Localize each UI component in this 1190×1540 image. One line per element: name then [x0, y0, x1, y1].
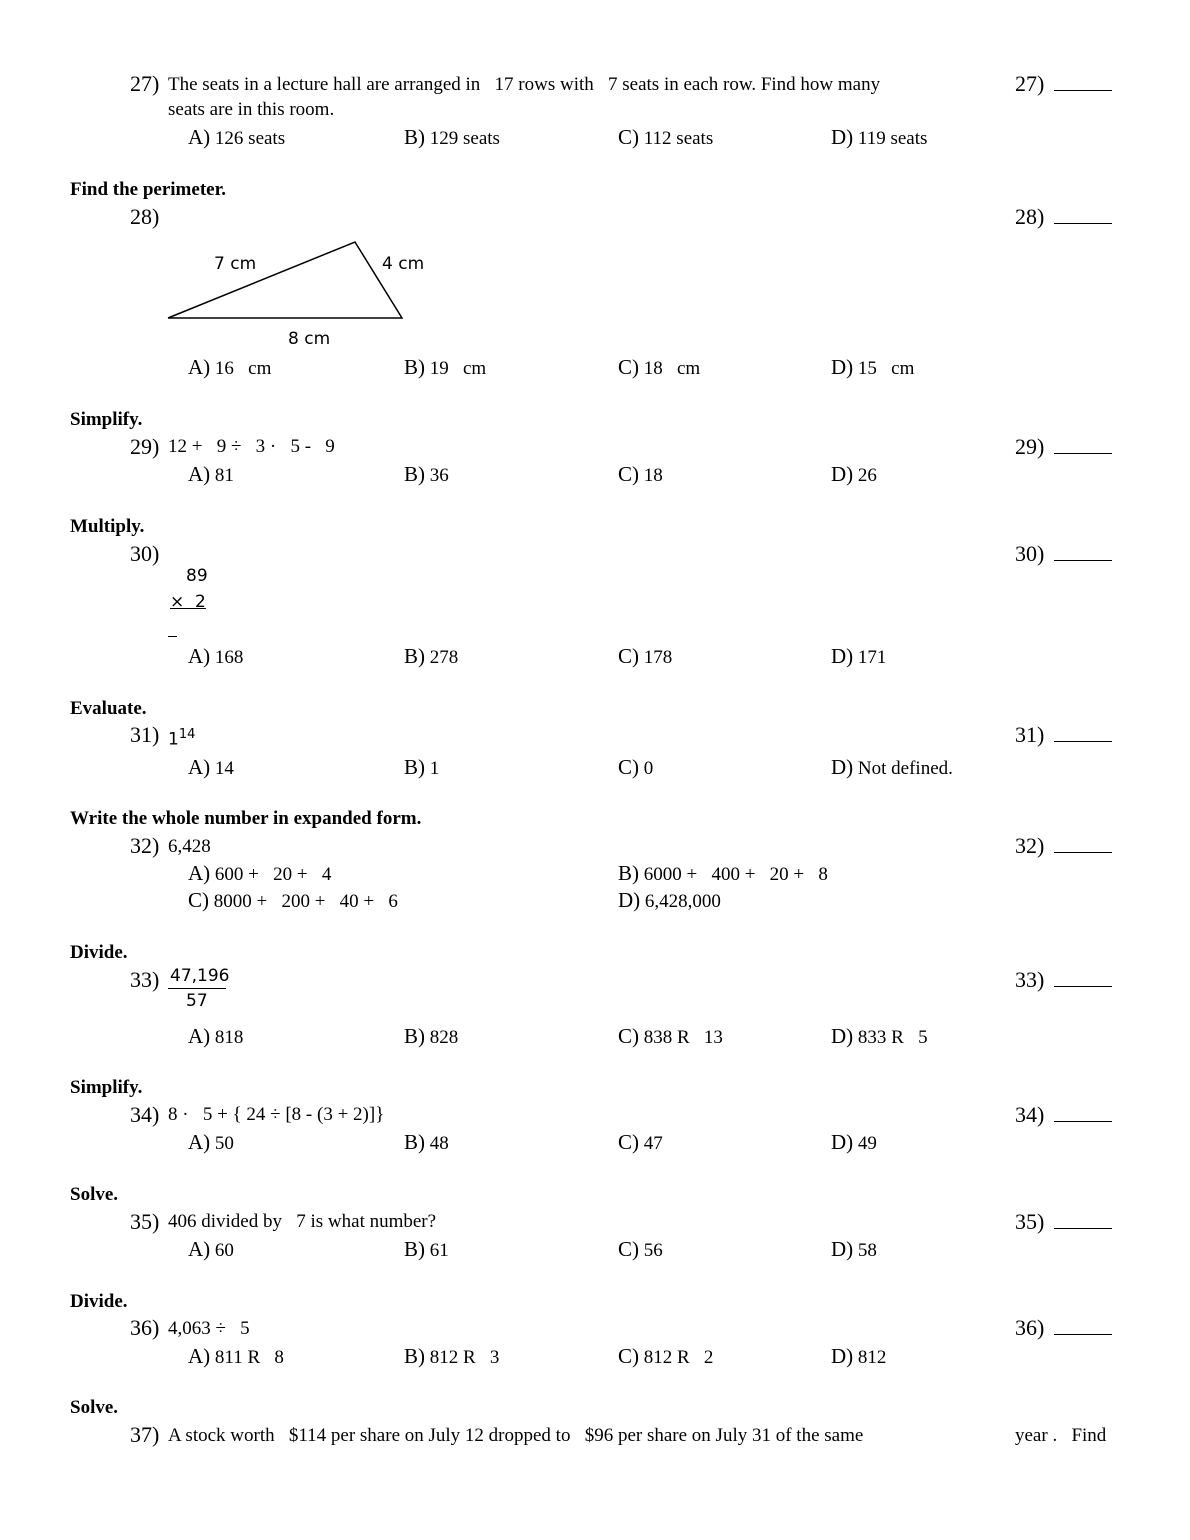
section-heading: Multiply. [70, 516, 145, 537]
option-d[interactable]: D) 26 [831, 462, 877, 486]
question-text: 406 divided by 7 is what number? [168, 1211, 437, 1232]
question-text: seats are in this room. [168, 99, 335, 120]
question-text: 6,428 [168, 836, 211, 857]
question-number: 30) [130, 541, 160, 566]
side-label-base: 8 cm [288, 329, 331, 349]
option-c[interactable]: C) 838 R 13 [618, 1024, 723, 1048]
question-text: A stock worth $114 per share on July 12 dropped to $96 per share on July 31 of the same [168, 1425, 864, 1446]
option-b[interactable]: B) 129 seats [404, 125, 500, 149]
answer-blank[interactable]: 33) [1015, 968, 1112, 992]
question-number: 34) [130, 1102, 160, 1127]
option-d[interactable]: D) 171 [831, 644, 887, 668]
option-c[interactable]: C) 812 R 2 [618, 1344, 714, 1368]
answer-blank[interactable]: 34) [1015, 1103, 1112, 1127]
option-d[interactable]: D) 58 [831, 1237, 877, 1261]
multiplier: × 2 [170, 592, 206, 612]
answer-blank[interactable]: 29) [1015, 435, 1112, 459]
option-a[interactable]: A) 60 [188, 1237, 234, 1261]
option-b[interactable]: B) 828 [404, 1024, 459, 1048]
fraction-denominator: 57 [186, 991, 208, 1011]
section-heading: Simplify. [70, 1077, 143, 1098]
option-c[interactable]: C) 56 [618, 1237, 663, 1261]
option-b[interactable]: B) 6000 + 400 + 20 + 8 [618, 861, 828, 885]
option-a[interactable]: A) 168 [188, 644, 244, 668]
option-d[interactable]: D) 812 [831, 1344, 887, 1368]
fraction-numerator: 47,196 [170, 966, 230, 986]
option-d[interactable]: D) 6,428,000 [618, 888, 721, 912]
question-number: 37) [130, 1422, 160, 1447]
section-heading: Solve. [70, 1184, 119, 1205]
question-number: 36) [130, 1315, 160, 1340]
question-number: 33) [130, 967, 160, 992]
answer-blank[interactable]: 30) [1015, 542, 1112, 566]
section-heading: Divide. [70, 942, 128, 963]
option-b[interactable]: B) 19 cm [404, 355, 487, 379]
side-label-right: 4 cm [382, 254, 425, 274]
section-heading: Solve. [70, 1397, 119, 1418]
section-heading: Simplify. [70, 409, 143, 430]
option-c[interactable]: C) 47 [618, 1130, 663, 1154]
answer-blank[interactable]: 35) [1015, 1210, 1112, 1234]
fraction-bar [168, 988, 226, 989]
question-text: 12 + 9 ÷ 3 · 5 - 9 [168, 436, 335, 457]
question-number: 31) [130, 722, 160, 747]
section-heading: Find the perimeter. [70, 179, 227, 200]
option-d[interactable]: D) 833 R 5 [831, 1024, 928, 1048]
option-c[interactable]: C) 112 seats [618, 125, 714, 149]
option-b[interactable]: B) 278 [404, 644, 459, 668]
option-b[interactable]: B) 812 R 3 [404, 1344, 500, 1368]
triangle-outline [168, 242, 402, 318]
option-a[interactable]: A) 600 + 20 + 4 [188, 861, 332, 885]
section-heading: Evaluate. [70, 698, 147, 719]
question-text: The seats in a lecture hall are arranged in 17 rows with 7 seats in each row. Find how many [168, 74, 881, 95]
answer-blank[interactable]: 32) [1015, 834, 1112, 858]
section-heading: Write the whole number in expanded form. [70, 808, 422, 829]
option-a[interactable]: A) 818 [188, 1024, 244, 1048]
answer-blank[interactable]: 27) [1015, 72, 1112, 96]
option-c[interactable]: C) 0 [618, 755, 654, 779]
option-a[interactable]: A) 14 [188, 755, 234, 779]
option-a[interactable]: A) 811 R 8 [188, 1344, 284, 1368]
option-c[interactable]: C) 18 cm [618, 355, 701, 379]
option-a[interactable]: A) 50 [188, 1130, 234, 1154]
option-d[interactable]: D) Not defined. [831, 755, 953, 779]
power-expression: $1^{14}$ [168, 727, 196, 750]
option-b[interactable]: B) 61 [404, 1237, 449, 1261]
question-text-tail: year . Find [1015, 1425, 1107, 1446]
question-number: 29) [130, 434, 160, 459]
option-b[interactable]: B) 1 [404, 755, 440, 779]
answer-blank[interactable]: 36) [1015, 1316, 1112, 1340]
option-d[interactable]: D) 15 cm [831, 355, 915, 379]
side-label-left: 7 cm [214, 254, 257, 274]
multiplicand: 89 [186, 566, 208, 586]
option-b[interactable]: B) 48 [404, 1130, 449, 1154]
question-number: 32) [130, 833, 160, 858]
option-b[interactable]: B) 36 [404, 462, 449, 486]
option-a[interactable]: A) 126 seats [188, 125, 286, 149]
question-text: 8 · 5 + { 24 ÷ [8 - (3 + 2)]} [168, 1104, 385, 1125]
option-c[interactable]: C) 178 [618, 644, 673, 668]
answer-line [168, 636, 177, 637]
option-c[interactable]: C) 18 [618, 462, 663, 486]
answer-blank[interactable]: 28) [1015, 205, 1112, 229]
option-d[interactable]: D) 49 [831, 1130, 877, 1154]
option-d[interactable]: D) 119 seats [831, 125, 928, 149]
section-heading: Divide. [70, 1291, 128, 1312]
question-number: 27) [130, 71, 160, 96]
answer-blank[interactable]: 31) [1015, 723, 1112, 747]
question-number: 35) [130, 1209, 160, 1234]
question-text: 4,063 ÷ 5 [168, 1318, 250, 1339]
option-a[interactable]: A) 16 cm [188, 355, 272, 379]
option-a[interactable]: A) 81 [188, 462, 234, 486]
option-c[interactable]: C) 8000 + 200 + 40 + 6 [188, 888, 398, 912]
question-number: 28) [130, 204, 160, 229]
